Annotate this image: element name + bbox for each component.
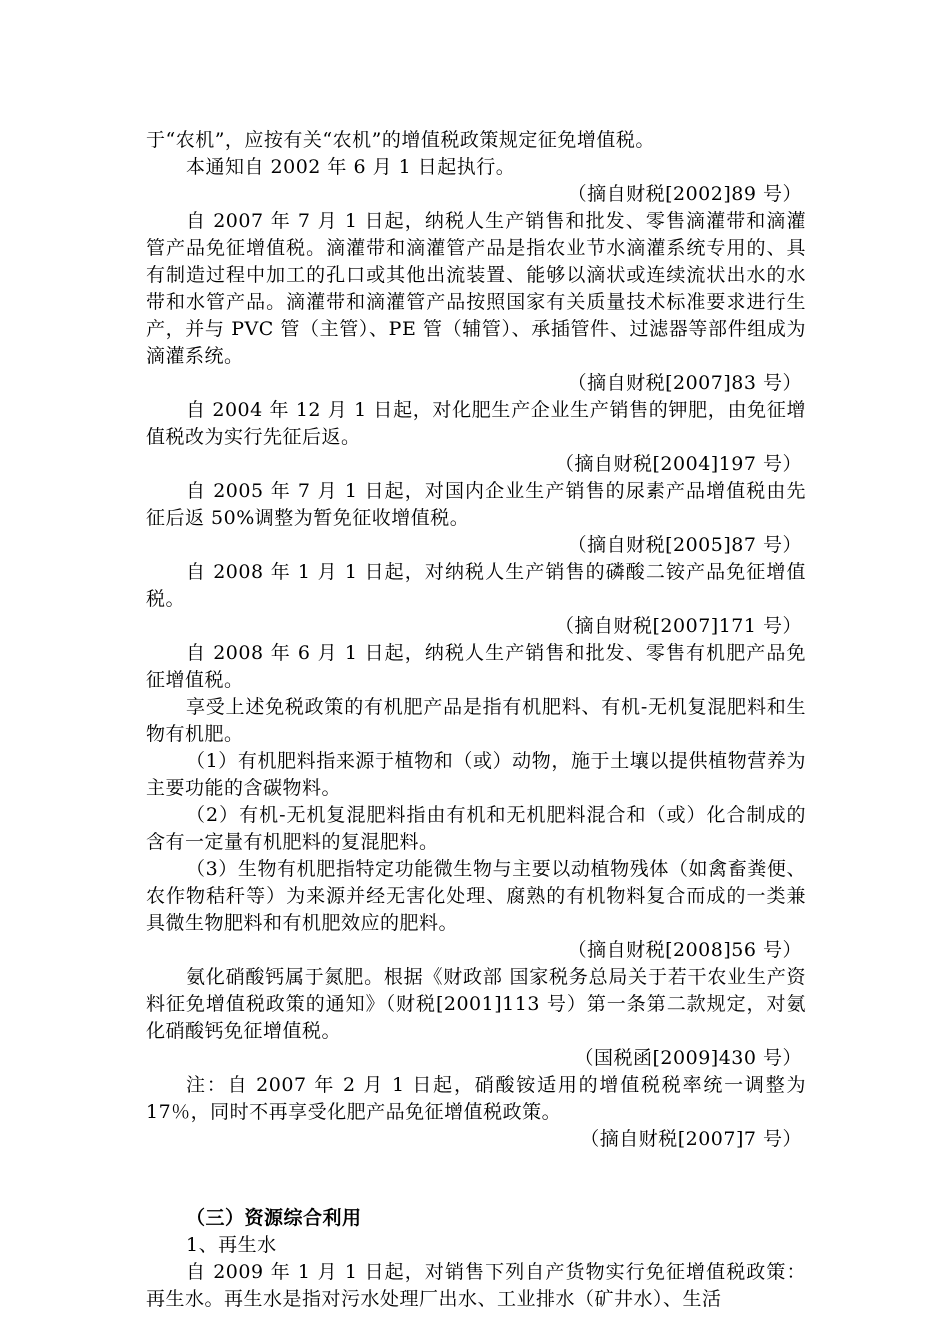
paragraph: 自 2007 年 7 月 1 日起，纳税人生产销售和批发、零售滴灌带和滴灌管产品免征增值税。滴灌带和滴灌管产品是指农业节水滴灌系统专用的、具有制造过程中加工的孔口或其他出流装置、能够以滴状或连续流状出水的水带和水管产品。滴灌带和滴灌管产品按照国家有关质量技术标准要求进行生产，并与 PVC 管（主管）、PE 管（辅管）、承插管件、过滤器等部件组成为滴灌系统。: [146, 210, 806, 367]
document-body: [146, 127, 806, 1313]
subsection-title: 1、再生水: [186, 1234, 277, 1256]
source-citation: （摘自财税[2008]56 号）: [567, 939, 802, 961]
paragraph: （3）生物有机肥指特定功能微生物与主要以动植物残体（如禽畜粪便、农作物秸秆等）为来源并经无害化处理、腐熟的有机物料复合而成的一类兼具微生物肥料和有机肥效应的肥料。: [146, 858, 806, 934]
section-heading: （三）资源综合利用: [186, 1207, 362, 1229]
source-citation: （摘自财税[2004]197 号）: [555, 453, 802, 475]
paragraph: 自 2008 年 6 月 1 日起，纳税人生产销售和批发、零售有机肥产品免征增值税。: [146, 642, 806, 691]
paragraph: 本通知自 2002 年 6 月 1 日起执行。: [186, 156, 516, 178]
source-citation: （摘自财税[2007]171 号）: [555, 615, 802, 637]
paragraph: 自 2009 年 1 月 1 日起，对销售下列自产货物实行免征增值税政策：再生水。再生水是指对污水处理厂出水、工业排水（矿井水）、生活: [146, 1261, 806, 1310]
source-citation: （摘自财税[2002]89 号）: [567, 183, 802, 205]
source-citation: （摘自财税[2005]87 号）: [567, 534, 802, 556]
paragraph: 氨化硝酸钙属于氮肥。根据《财政部 国家税务总局关于若干农业生产资料征免增值税政策的通知》（财税[2001]113 号）第一条第二款规定，对氨化硝酸钙免征增值税。: [146, 966, 806, 1042]
paragraph: 注：自 2007 年 2 月 1 日起，硝酸铵适用的增值税税率统一调整为 17％，同时不再享受化肥产品免征增值税政策。: [146, 1074, 806, 1123]
paragraph: 自 2005 年 7 月 1 日起，对国内企业生产销售的尿素产品增值税由先征后返 50%调整为暂免征收增值税。: [146, 480, 806, 529]
paragraph: （1）有机肥料指来源于植物和（或）动物，施于土壤以提供植物营养为主要功能的含碳物料。: [146, 750, 806, 799]
paragraph: 自 2004 年 12 月 1 日起，对化肥生产企业生产销售的钾肥，由免征增值税改为实行先征后返。: [146, 399, 806, 448]
paragraph: 于“农机”，应按有关“农机”的增值税政策规定征免增值税。: [146, 129, 655, 151]
paragraph: 享受上述免税政策的有机肥产品是指有机肥料、有机-无机复混肥料和生物有机肥。: [146, 696, 806, 745]
source-citation: （摘自财税[2007]7 号）: [580, 1128, 802, 1150]
section-spacer: [146, 1153, 806, 1205]
source-citation: （国税函[2009]430 号）: [574, 1047, 802, 1069]
paragraph: （2）有机-无机复混肥料指由有机和无机肥料混合和（或）化合制成的含有一定量有机肥料的复混肥料。: [146, 804, 806, 853]
paragraph: 自 2008 年 1 月 1 日起，对纳税人生产销售的磷酸二铵产品免征增值税。: [146, 561, 806, 610]
source-citation: （摘自财税[2007]83 号）: [567, 372, 802, 394]
